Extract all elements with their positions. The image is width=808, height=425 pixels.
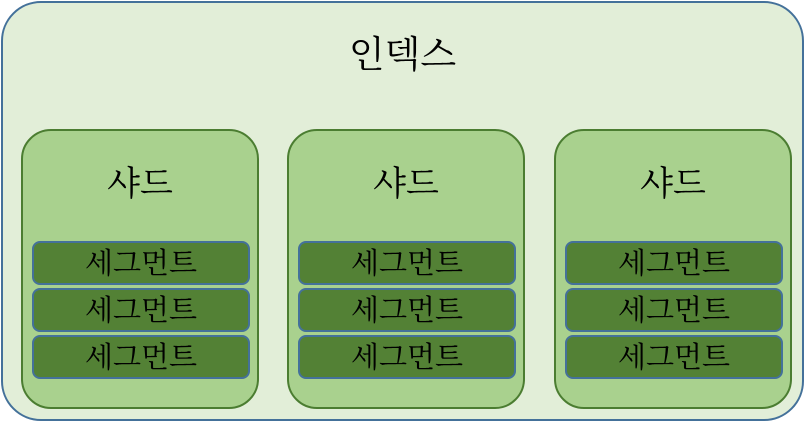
segment: 세그먼트 xyxy=(32,335,250,379)
segment: 세그먼트 xyxy=(298,335,516,379)
shard-1 xyxy=(21,129,259,409)
shard-title: 샤드 xyxy=(373,164,439,204)
segment: 세그먼트 xyxy=(32,241,250,285)
segment: 세그먼트 xyxy=(565,288,783,332)
index-title: 인덱스 xyxy=(348,33,457,76)
index-container xyxy=(1,1,804,421)
segment: 세그먼트 xyxy=(298,288,516,332)
shard-2 xyxy=(287,129,525,409)
segment: 세그먼트 xyxy=(565,241,783,285)
shard-3 xyxy=(554,129,792,409)
shard-title: 샤드 xyxy=(640,164,706,204)
segment: 세그먼트 xyxy=(298,241,516,285)
segment: 세그먼트 xyxy=(32,288,250,332)
shard-title: 샤드 xyxy=(107,164,173,204)
segment: 세그먼트 xyxy=(565,335,783,379)
